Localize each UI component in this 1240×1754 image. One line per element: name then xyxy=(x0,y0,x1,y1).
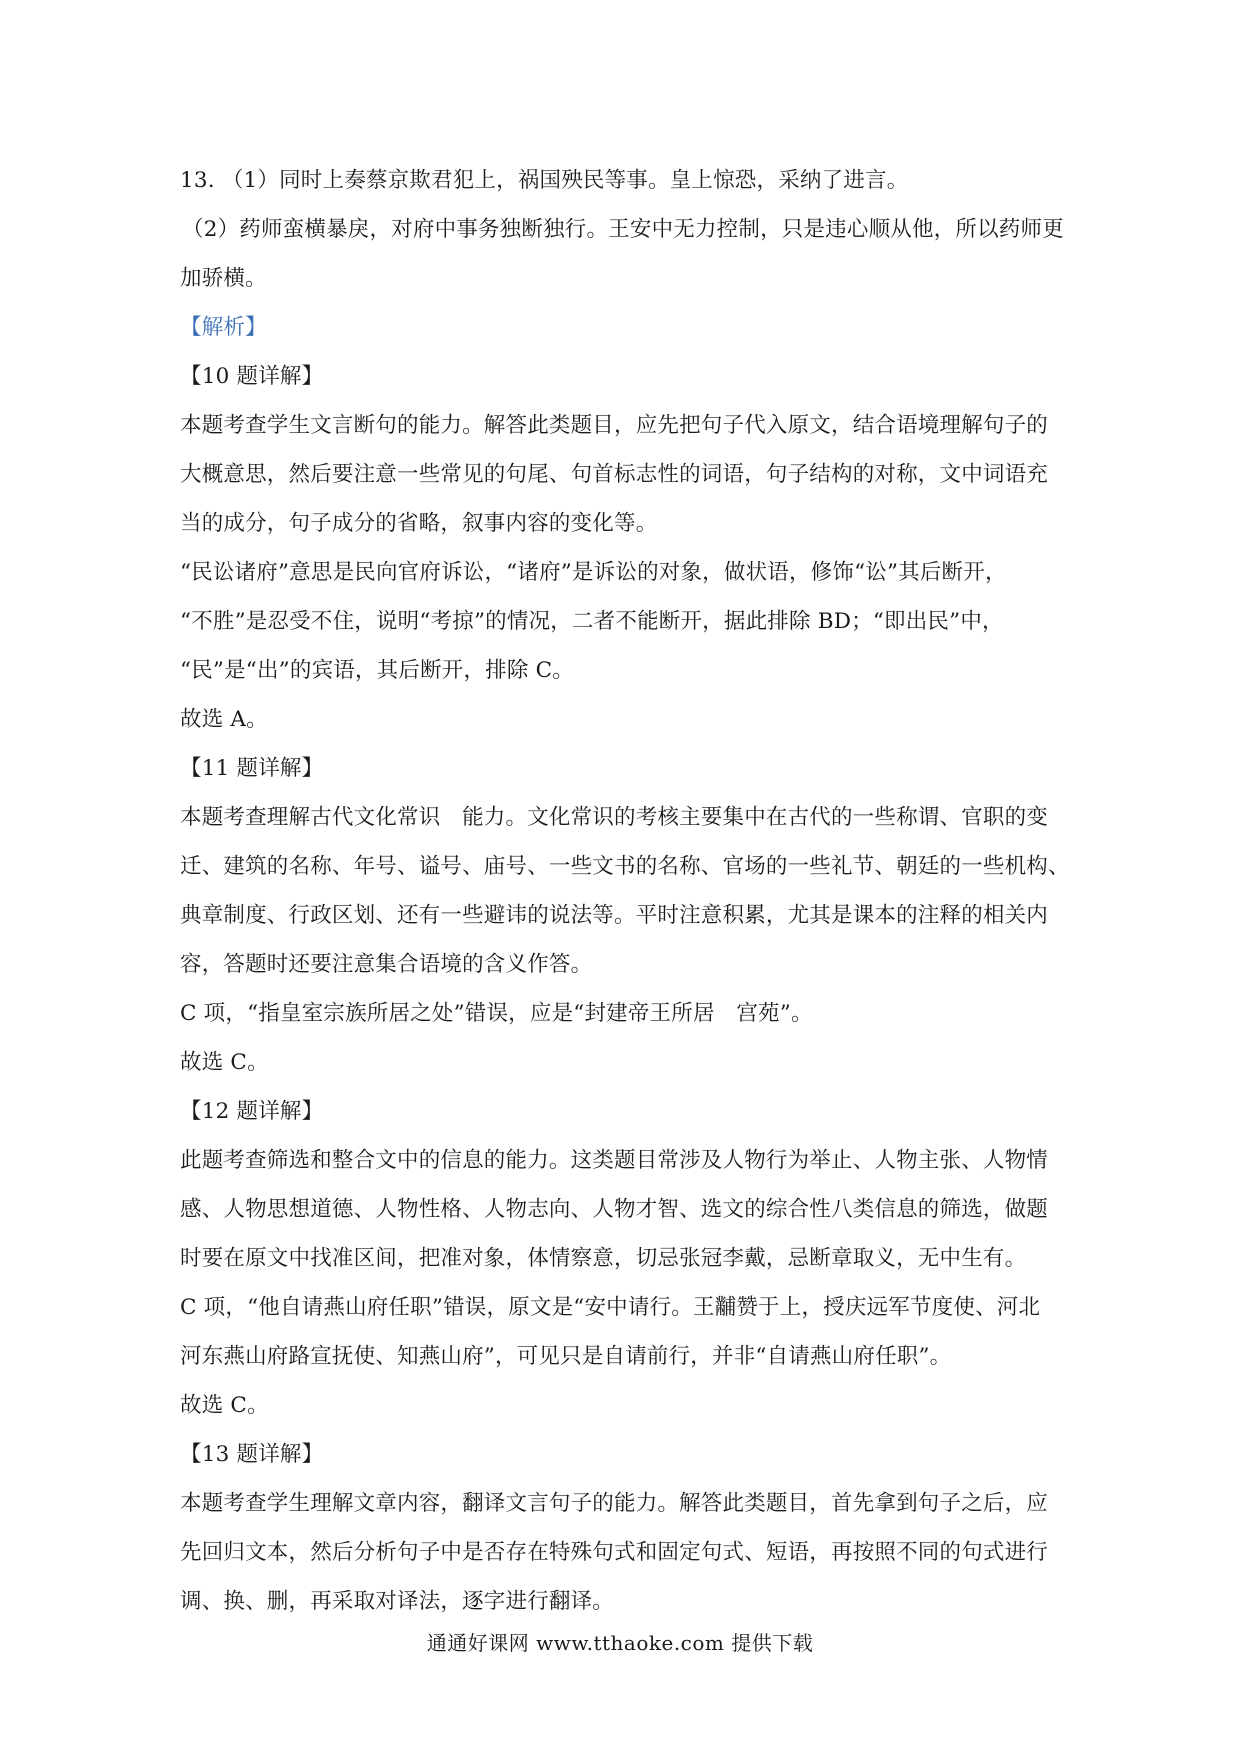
q10-conclusion: 故选 A。 xyxy=(180,707,268,732)
q12-conclusion: 故选 C。 xyxy=(180,1393,269,1418)
page-footer: 通通好课网 www.tthaoke.com 提供下载 xyxy=(426,1631,814,1655)
q11-paragraph-line: C 项，“指皇室宗族所居之处”错误，应是“封建帝王所居 宫苑”。 xyxy=(180,1001,813,1026)
q10-paragraph-line: 本题考查学生文言断句的能力。解答此类题目，应先把句子代入原文，结合语境理解句子的 xyxy=(180,413,1049,438)
q10-paragraph-line: “民讼诸府”意思是民向官府诉讼，“诸府”是诉讼的对象，做状语，修饰“讼”其后断开， xyxy=(180,560,1007,585)
answer-13-line-1: 13. （1）同时上奏蔡京欺君犯上，祸国殃民等事。皇上惊恐，采纳了进言。 xyxy=(180,168,909,193)
q10-paragraph-line: “民”是“出”的宾语，其后断开，排除 C。 xyxy=(180,658,574,683)
q12-paragraph-line: C 项，“他自请燕山府任职”错误，原文是“安中请行。王黼赞于上，授庆远军节度使、河北 xyxy=(180,1295,1041,1320)
document-body xyxy=(180,156,1080,1626)
q11-paragraph-line: 容，答题时还要注意集合语境的含义作答。 xyxy=(180,952,593,977)
q11-paragraph-line: 迁、建筑的名称、年号、谥号、庙号、一些文书的名称、官场的一些礼节、朝廷的一些机构、 xyxy=(180,854,1070,879)
q12-paragraph-line: 此题考查筛选和整合文中的信息的能力。这类题目常涉及人物行为举止、人物主张、人物情 xyxy=(180,1148,1049,1173)
q13-paragraph-line: 先回归文本，然后分析句子中是否存在特殊句式和固定句式、短语，再按照不同的句式进行 xyxy=(180,1540,1049,1565)
answer-13-line-2: （2）药师蛮横暴戾，对府中事务独断独行。王安中无力控制，只是违心顺从他，所以药师更 xyxy=(182,217,1064,242)
q10-paragraph-line: 大概意思，然后要注意一些常见的句尾、句首标志性的词语，句子结构的对称，文中词语充 xyxy=(180,462,1049,487)
q12-paragraph-line: 河东燕山府路宣抚使、知燕山府”，可见只是自请前行，并非“自请燕山府任职”。 xyxy=(180,1344,952,1369)
q10-paragraph-line: 当的成分，句子成分的省略，叙事内容的变化等。 xyxy=(180,511,658,536)
analysis-heading: 【解析】 xyxy=(180,315,267,340)
q13-heading: 【13 题详解】 xyxy=(180,1442,324,1467)
q12-paragraph-line: 感、人物思想道德、人物性格、人物志向、人物才智、选文的综合性八类信息的筛选，做题 xyxy=(180,1197,1049,1222)
q11-heading: 【11 题详解】 xyxy=(180,756,324,781)
q11-paragraph-line: 典章制度、行政区划、还有一些避讳的说法等。平时注意积累，尤其是课本的注释的相关内 xyxy=(180,903,1049,928)
answer-13-line-3: 加骄横。 xyxy=(180,266,267,291)
q11-paragraph-line: 本题考查理解古代文化常识 能力。文化常识的考核主要集中在古代的一些称谓、官职的变 xyxy=(180,805,1049,830)
q12-heading: 【12 题详解】 xyxy=(180,1099,324,1124)
q12-paragraph-line: 时要在原文中找准区间，把准对象，体情察意，切忌张冠李戴，忌断章取义，无中生有。 xyxy=(180,1246,1027,1271)
q10-paragraph-line: “不胜”是忍受不住，说明“考掠”的情况，二者不能断开，据此排除 BD；“即出民”中， xyxy=(180,609,1004,634)
q13-paragraph-line: 调、换、删，再采取对译法，逐字进行翻译。 xyxy=(180,1589,615,1614)
q13-paragraph-line: 本题考查学生理解文章内容，翻译文言句子的能力。解答此类题目，首先拿到句子之后，应 xyxy=(180,1491,1049,1516)
q10-heading: 【10 题详解】 xyxy=(180,364,324,389)
q11-conclusion: 故选 C。 xyxy=(180,1050,269,1075)
